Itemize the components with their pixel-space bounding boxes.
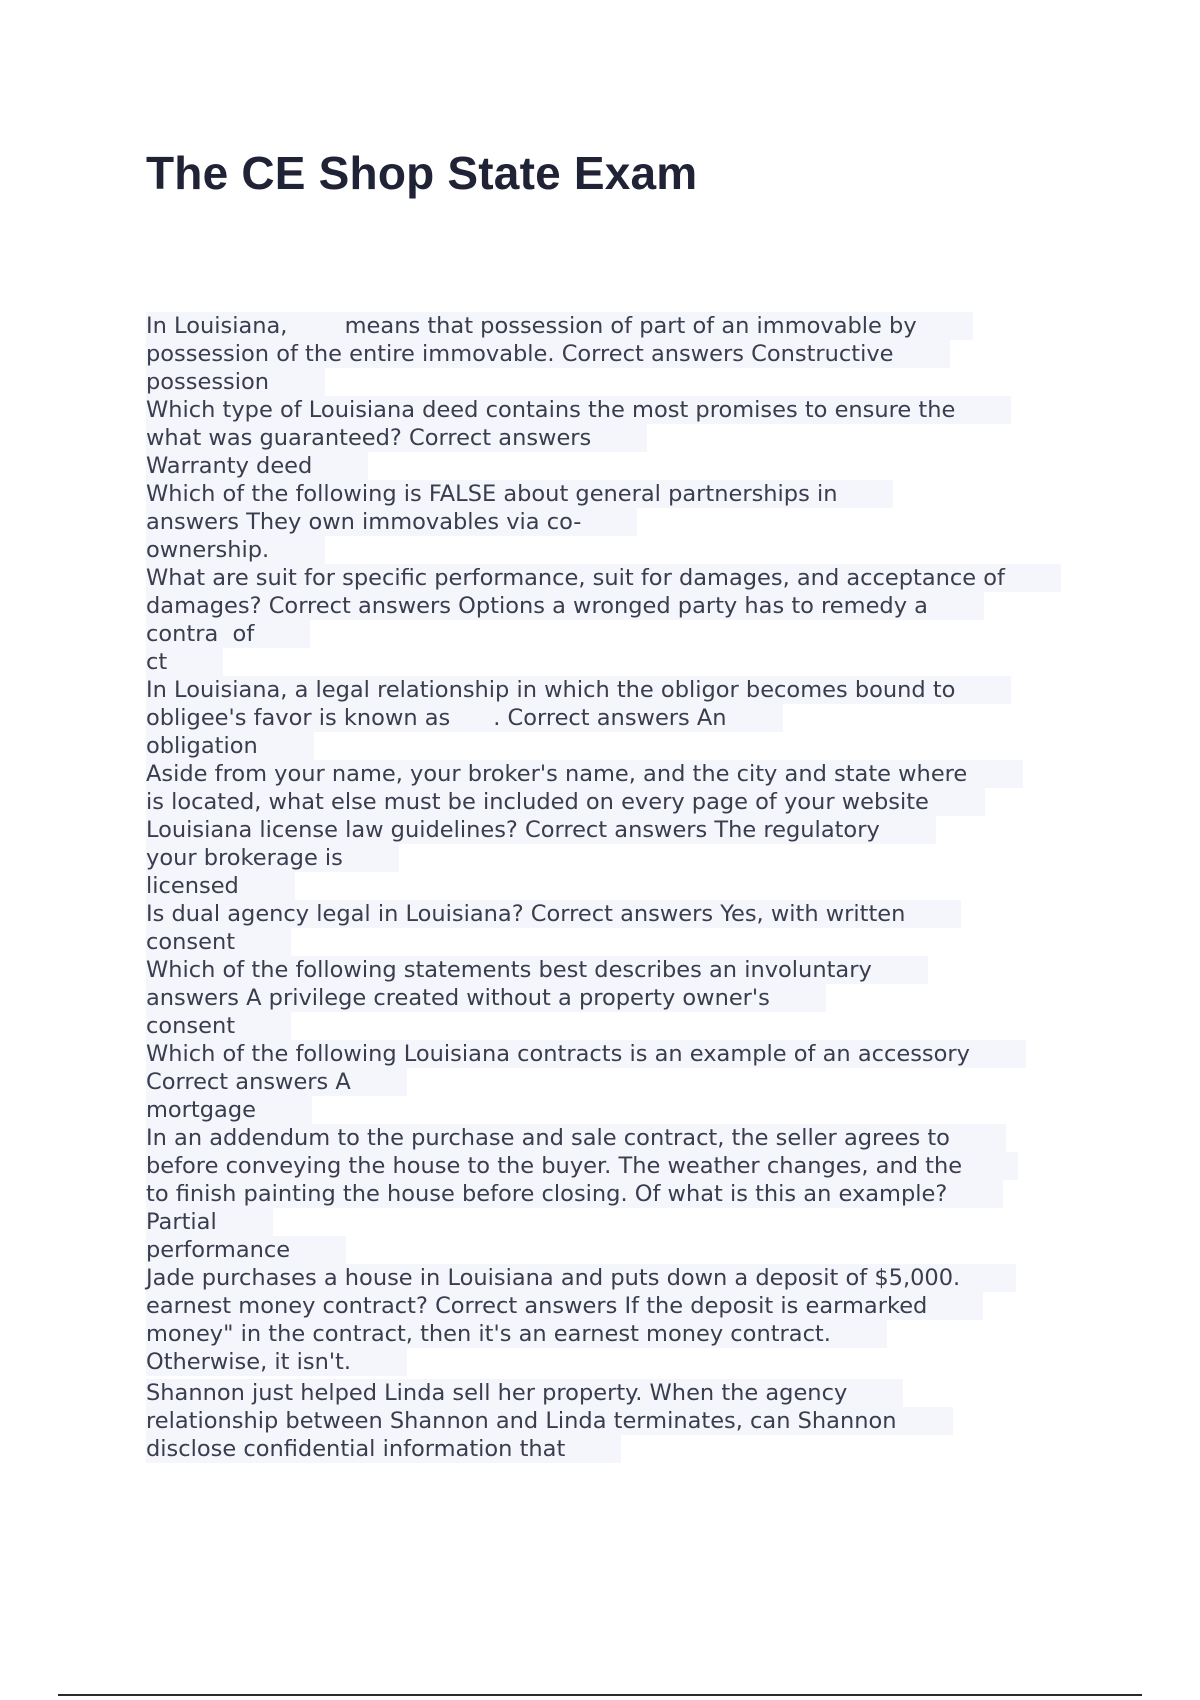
text-line: possession [146, 368, 325, 396]
text-line: Aside from your name, your broker's name, and the city and state where [146, 760, 1023, 788]
text-line: answers They own immovables via co- [146, 508, 637, 536]
text-line: ownership. [146, 536, 325, 564]
document-title: The CE Shop State Exam [146, 147, 698, 199]
text-line: licensed [146, 872, 295, 900]
text-line: what was guaranteed? Correct answers [146, 424, 647, 452]
text-line: is located, what else must be included on every page of your website [146, 788, 985, 816]
text-line: answers A privilege created without a property owner's [146, 984, 826, 1012]
text-line: consent [146, 928, 291, 956]
text-line: Partial [146, 1208, 273, 1236]
text-line: Jade purchases a house in Louisiana and puts down a deposit of $5,000. [146, 1264, 1016, 1292]
text-line: Which type of Louisiana deed contains the most promises to ensure the [146, 396, 1011, 424]
text-line: Which of the following statements best describes an involuntary [146, 956, 928, 984]
text-line: before conveying the house to the buyer. The weather changes, and the [146, 1152, 1018, 1180]
text-line: damages? Correct answers Options a wronged party has to remedy a [146, 592, 984, 620]
text-line: Otherwise, it isn't. [146, 1348, 407, 1376]
text-line: consent [146, 1012, 291, 1040]
text-line: Shannon just helped Linda sell her property. When the agency [146, 1379, 903, 1407]
text-line: your brokerage is [146, 844, 399, 872]
text-line: Correct answers A [146, 1068, 407, 1096]
text-line: contra of [146, 620, 310, 648]
text-line: possession of the entire immovable. Correct answers Constructive [146, 340, 950, 368]
text-line: money" in the contract, then it's an earnest money contract. [146, 1320, 887, 1348]
text-line: earnest money contract? Correct answers If the deposit is earmarked [146, 1292, 983, 1320]
text-line: What are suit for specific performance, suit for damages, and acceptance of [146, 564, 1061, 592]
text-line: ct [146, 648, 223, 676]
footer-rule [58, 1694, 1142, 1696]
text-line: In Louisiana, a legal relationship in which the obligor becomes bound to [146, 676, 1011, 704]
text-line: Is dual agency legal in Louisiana? Correct answers Yes, with written [146, 900, 961, 928]
document-body [146, 312, 1086, 1463]
text-line: disclose confidential information that [146, 1435, 621, 1463]
text-line: mortgage [146, 1096, 312, 1124]
text-line: In an addendum to the purchase and sale contract, the seller agrees to [146, 1124, 1006, 1152]
text-line: obligation [146, 732, 314, 760]
text-line: performance [146, 1236, 346, 1264]
text-line: In Louisiana, means that possession of part of an immovable by [146, 312, 973, 340]
text-line: Which of the following Louisiana contracts is an example of an accessory [146, 1040, 1026, 1068]
text-line: Which of the following is FALSE about general partnerships in [146, 480, 893, 508]
text-line: to finish painting the house before closing. Of what is this an example? [146, 1180, 1003, 1208]
text-line: Warranty deed [146, 452, 368, 480]
text-line: Louisiana license law guidelines? Correct answers The regulatory [146, 816, 936, 844]
text-line: obligee's favor is known as . Correct answers An [146, 704, 783, 732]
text-line: relationship between Shannon and Linda terminates, can Shannon [146, 1407, 953, 1435]
